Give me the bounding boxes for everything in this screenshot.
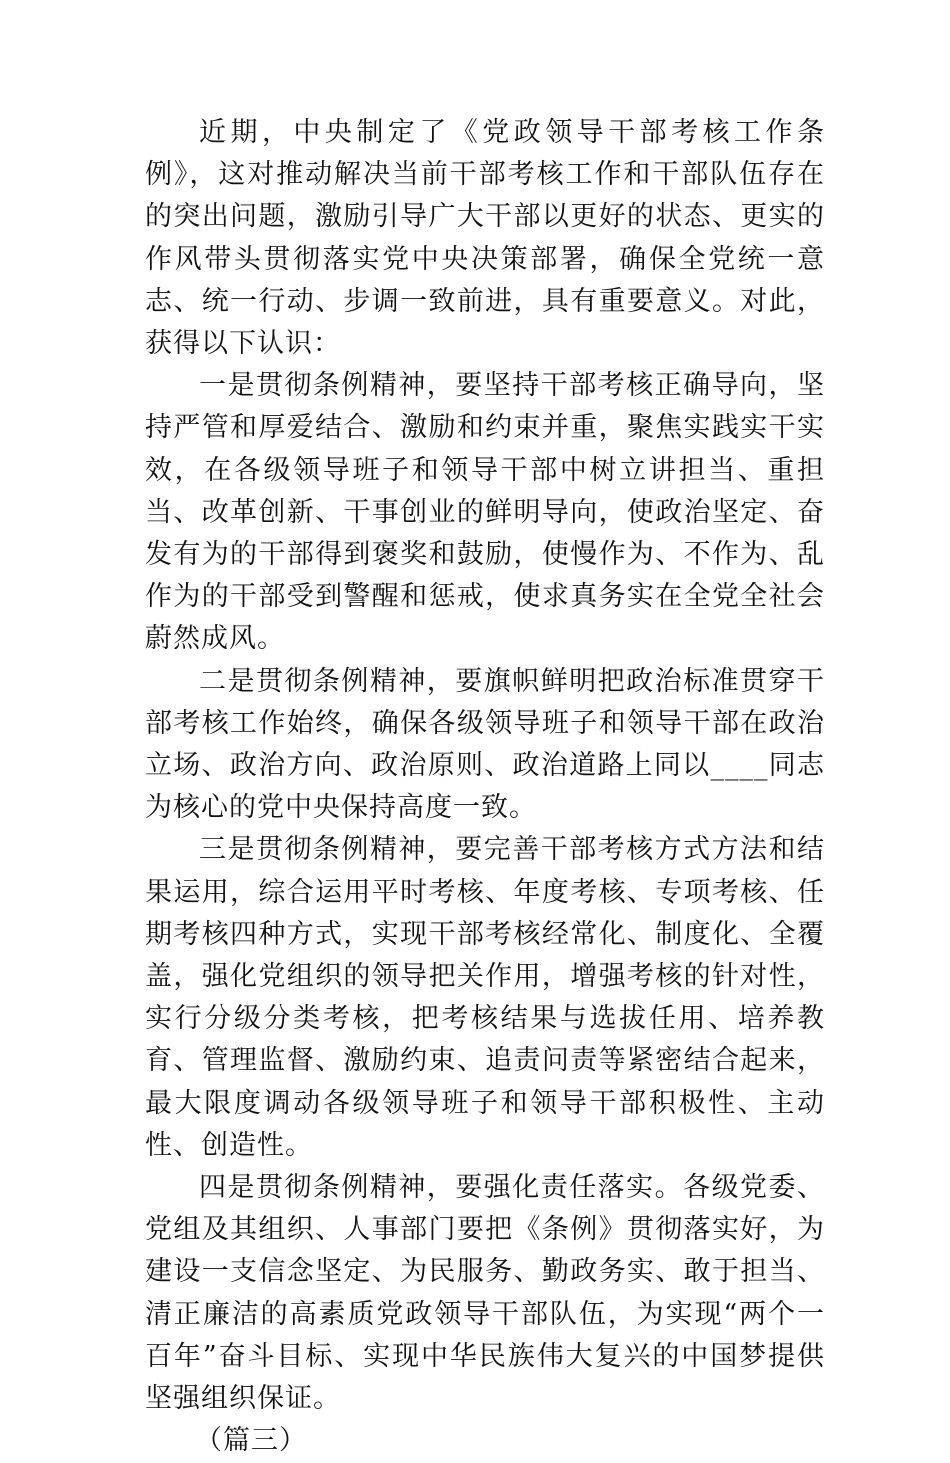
intro-paragraph: 近期，中央制定了《党政领导干部考核工作条例》，这对推动解决当前干部考核工作和干部队伍存在的突出问题，激励引导广大干部以更好的状态、更实的作风带头贯彻落实党中央决策部署，确保全党统一意志、统一行动、步调一致前进，具有重要意义。对此，获得以下认识： <box>145 117 825 360</box>
point-three-paragraph: 三是贯彻条例精神，要完善干部考核方式方法和结果运用，综合运用平时考核、年度考核、专项考核、任期考核四种方式，实现干部考核经常化、制度化、全覆盖，强化党组织的领导把关作用，增强考核的针对性，实行分级分类考核，把考核结果与选拔任用、培养教育、管理监督、激励约束、追责问责等紧密结合起来，最大限度调动各级领导班子和领导干部积极性、主动性、创造性。 <box>145 834 825 1161</box>
section-label: （篇三） <box>195 1425 307 1457</box>
document-body <box>145 112 825 1463</box>
point-one-paragraph: 一是贯彻条例精神，要坚持干部考核正确导向，坚持严管和厚爱结合、激励和约束并重，聚焦实践实干实效，在各级领导班子和领导干部中树立讲担当、重担当、改革创新、干事创业的鲜明导向，使政治坚定、奋发有为的干部得到褒奖和鼓励，使慢作为、不作为、乱作为的干部受到警醒和惩戒，使求真务实在全党全社会蔚然成风。 <box>145 370 825 655</box>
point-four-paragraph: 四是贯彻条例精神，要强化责任落实。各级党委、党组及其组织、人事部门要把《条例》贯彻落实好，为建设一支信念坚定、为民服务、勤政务实、敢于担当、清正廉洁的高素质党政领导干部队伍，为实现“两个一百年”奋斗目标、实现中华民族伟大复兴的中国梦提供坚强组织保证。 <box>145 1172 825 1415</box>
point-two-paragraph: 二是贯彻条例精神，要旗帜鲜明把政治标准贯穿干部考核工作始终，确保各级领导班子和领导干部在政治立场、政治方向、政治原则、政治道路上同以____同志为核心的党中央保持高度一致。 <box>145 665 825 824</box>
